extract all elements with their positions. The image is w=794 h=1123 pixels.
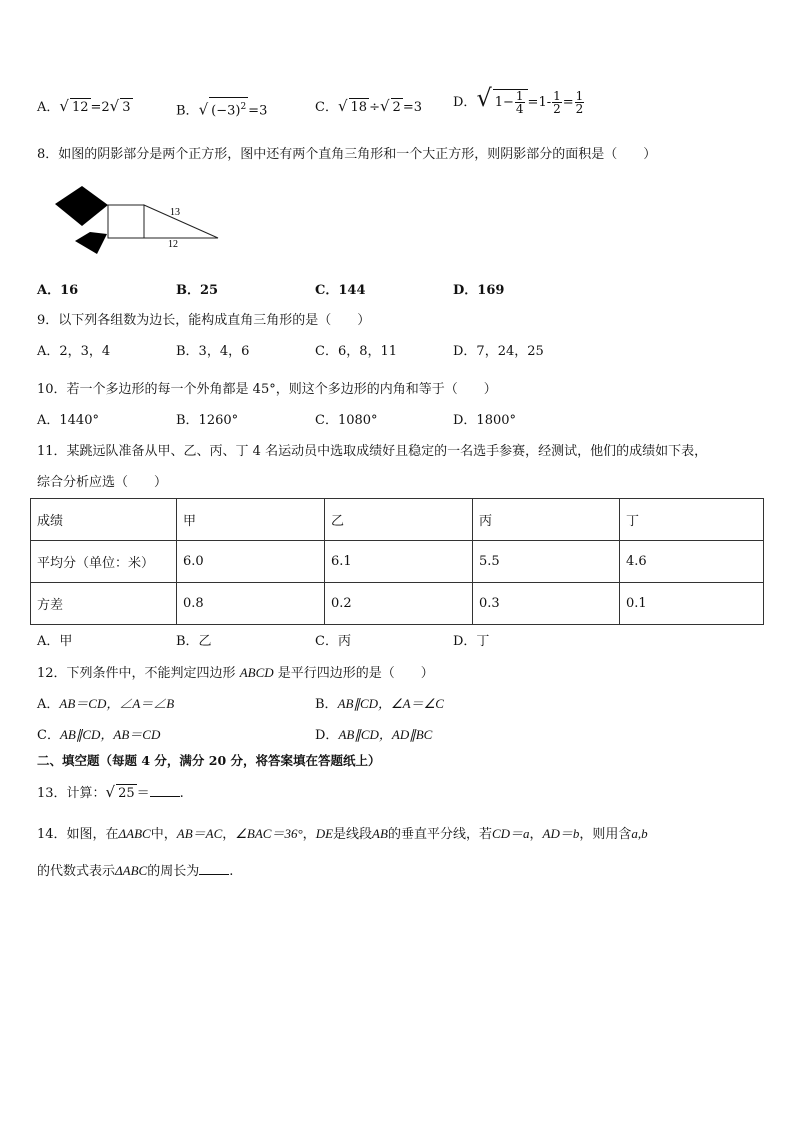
table-header-cell: 甲 [177, 499, 325, 541]
q8-option-c: C．144 [315, 283, 366, 298]
q10-option-b: B．1260° [176, 413, 239, 428]
q9-option-b: B．3，4，6 [176, 344, 250, 359]
q14-text-1: 14．如图，在ΔABC中，AB＝AC，∠BAC＝36°，DE是线段AB的垂直平分线，若CD＝a，AD＝b，则用含a,b [37, 826, 648, 842]
table-cell: 0.1 [620, 583, 764, 625]
table-cell: 0.2 [325, 583, 473, 625]
table-cell: 平均分（单位：米） [31, 541, 177, 583]
q9-option-a: A．2，3，4 [37, 344, 111, 359]
shaded-square-large [55, 186, 108, 226]
table-cell: 0.3 [473, 583, 620, 625]
table-header-cell: 成绩 [31, 499, 177, 541]
score-table [30, 498, 764, 625]
q10-option-a: A．1440° [37, 413, 99, 428]
answer-blank [199, 862, 229, 875]
q12-option-c: C．AB∥CD，AB＝CD [37, 727, 161, 743]
table-cell: 方差 [31, 583, 177, 625]
table-cell: 6.0 [177, 541, 325, 583]
q11-option-c: C．丙 [315, 634, 351, 649]
table-header-cell: 乙 [325, 499, 473, 541]
table-row [31, 541, 764, 583]
q8-option-b: B．25 [176, 283, 219, 298]
q11-option-a: A．甲 [37, 634, 73, 649]
table-row [31, 583, 764, 625]
q10-option-c: C．1080° [315, 413, 378, 428]
table-cell: 6.1 [325, 541, 473, 583]
q11-option-b: B．乙 [176, 634, 212, 649]
q9-option-d: D．7，24，25 [453, 344, 544, 359]
q11-option-d: D．丁 [453, 634, 490, 649]
q12-text: 12．下列条件中，不能判定四边形 ABCD 是平行四边形的是（ ） [37, 665, 434, 681]
shaded-square-small [75, 232, 107, 254]
q14-text-2: 的代数式表示ΔABC的周长为 . [37, 863, 234, 879]
section-heading-fill-in: 二、填空题（每题 4 分，满分 20 分，将答案填在答题纸上） [37, 753, 381, 768]
q7-option-a: A．√ 12 =2√ 3 [37, 97, 131, 115]
q12-option-a: A．AB＝CD，∠A＝∠B [37, 696, 175, 712]
label-12: 12 [168, 239, 178, 250]
q8-option-d: D．169 [453, 283, 505, 298]
q8-text: 8．如图的阴影部分是两个正方形，图中还有两个直角三角形和一个大正方形，则阴影部分的面积是（ ） [37, 147, 657, 162]
table-header-cell: 丁 [620, 499, 764, 541]
label-13: 13 [170, 207, 180, 218]
table-cell: 4.6 [620, 541, 764, 583]
table-header-row [31, 499, 764, 541]
q11-text-1: 11．某跳远队准备从甲、乙、丙、丁 4 名运动员中选取成绩好且稳定的一名选手参赛，经测试，他们的成绩如下表， [37, 444, 708, 459]
q8-figure [50, 183, 225, 259]
table-cell: 5.5 [473, 541, 620, 583]
right-triangle [144, 205, 218, 238]
big-square [108, 205, 144, 238]
q12-option-d: D．AB∥CD，AD∥BC [315, 727, 433, 743]
q7-option-d: D．√ 1− $\frac{1}{4}$ =1- $\frac{1}{2}$ = $\frac{1}{2}$ [453, 84, 584, 116]
table-cell: 0.8 [177, 583, 325, 625]
q7-option-c: C．√ 18 ÷√ 2 =3 [315, 97, 422, 115]
q8-option-a: A．16 [37, 283, 79, 298]
q9-text: 9．以下列各组数为边长，能构成直角三角形的是（ ） [37, 313, 371, 328]
q13-text: 13．计算：√ 25 ＝ . [37, 783, 184, 801]
answer-blank [150, 784, 180, 797]
q10-text: 10．若一个多边形的每一个外角都是 45°，则这个多边形的内角和等于（ ） [37, 382, 497, 397]
q11-text-2: 综合分析应选（ ） [37, 475, 168, 490]
q10-option-d: D．1800° [453, 413, 517, 428]
table-header-cell: 丙 [473, 499, 620, 541]
q9-option-c: C．6，8，11 [315, 344, 398, 359]
q7-option-b: B．√ $(-3)^2 =3$ [176, 97, 267, 120]
q12-option-b: B．AB∥CD，∠A＝∠C [315, 696, 444, 712]
